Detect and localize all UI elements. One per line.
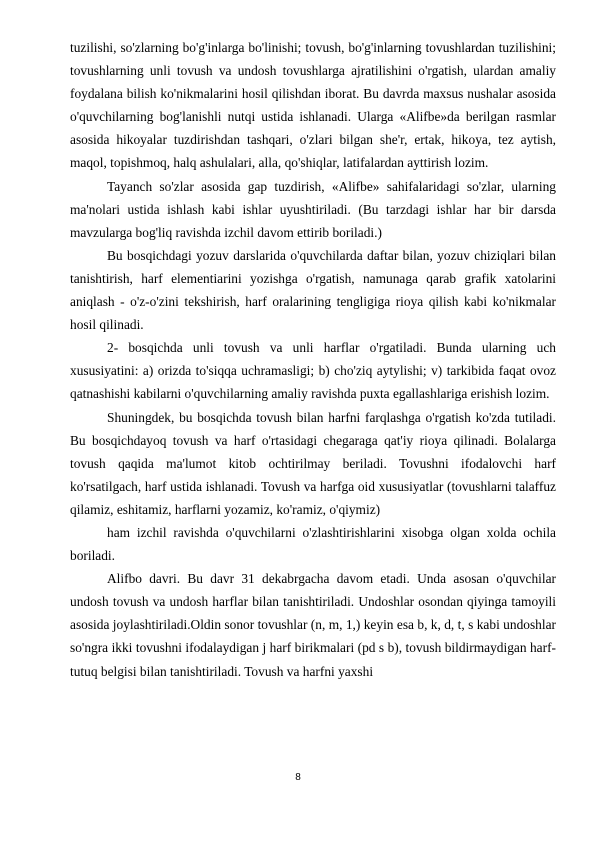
paragraph-2: Tayanch so'zlar asosida gap tuzdirish, «Alifbe» sahifalaridagi so'zlar, ularning ma'nolari ustida ishlash kabi ishlar uyushtiriladi. (Bu tarzdagi ishlar har bir darsda mavzularga bog'liq ravishda izchil davom ettirib boriladi.)	[70, 178, 556, 240]
paragraph-7: Alifbo davri. Bu davr 31 dekabrgacha davom etadi. Unda asosan o'quvchilar undosh tovush va undosh harflar bilan tanishtiriladi. Undoshlar osondan qiyinga tamoyili asosida joylashtiriladi.Oldin sonor tovushlar (n, m, 1,) keyin esa b, k, d, t, s kabi undoshlar so'ngra ikki tovushni ifodalaydigan j harf birikmalari (pd s b), tovush bildirmaydigan harf-tutuq belgisi bilan tanishtiriladi. Tovush va harfni yaxshi	[70, 571, 556, 679]
page-number: 8	[295, 772, 301, 783]
paragraph-5: Shuningdek, bu bosqichda tovush bilan harfni farqlashga o'rgatish ko'zda tutiladi. Bu bosqichdayoq tovush va harf o'rtasidagi chegaraga qat'iy rioya qilinadi. Bolalarga tovush qaqida ma'lumot kitob ochtirilmay beriladi. Tovushni ifodalovchi harf ko'rsatilgach, harf ustida ishlanadi. Tovush va harfga oid xususiyatlar (tovushlarni talaffuz qilamiz, eshitamiz, harflarni yozamiz, ko'ramiz, o'qiymiz)	[70, 409, 556, 517]
paragraph-1: tuzilishi, so'zlarning bo'g'inlarga bo'linishi; tovush, bo'g'inlarning tovushlardan tuzilishini; tovushlarning unli tovush va undosh tovushlarga ajratilishini o'rgatish, ulardan amaliy foydalana bilish ko'nikmalarini hosil qilishdan iborat. Bu davrda maxsus nushalar asosida o'quvchilarning bog'lanishli nutqi ustida ishlanadi. Ularga «Alifbe»da berilgan rasmlar asosida hikoyalar tuzdirishdan tashqari, o'zlari bilgan she'r, ertak, hikoya, tez aytish, maqol, topishmoq, halq ashulalari, alla, qo'shiqlar, latifalardan ayttirish lozim.	[70, 40, 556, 171]
paragraph-6: ham izchil ravishda o'quvchilarni o'zlashtirishlarini xisobga olgan xolda ochila boriladi.	[70, 524, 556, 564]
paragraph-3: Bu bosqichdagi yozuv darslarida o'quvchilarda daftar bilan, yozuv chiziqlari bilan tanishtirish, harf elementiarini yozishga o'rgatish, namunaga qarab grafik xatolarini aniqlash - o'z-o'zini tekshirish, harf oralarining tengligiga rioya qilish kabi ko'nikmalar hosil qilinadi.	[70, 247, 556, 333]
paragraph-4: 2- bosqichda unli tovush va unli harflar o'rgatiladi. Bunda ularning uch xususiyatini: a) orizda to'siqqa uchramasligi; b) cho'ziq aytylishi; v) tarkibida faqat ovoz qatnashishi kabilarni o'quvchilarning amaliy ravishda puxta egallashlariga erishish lozim.	[70, 340, 556, 402]
document-body	[70, 36, 556, 683]
